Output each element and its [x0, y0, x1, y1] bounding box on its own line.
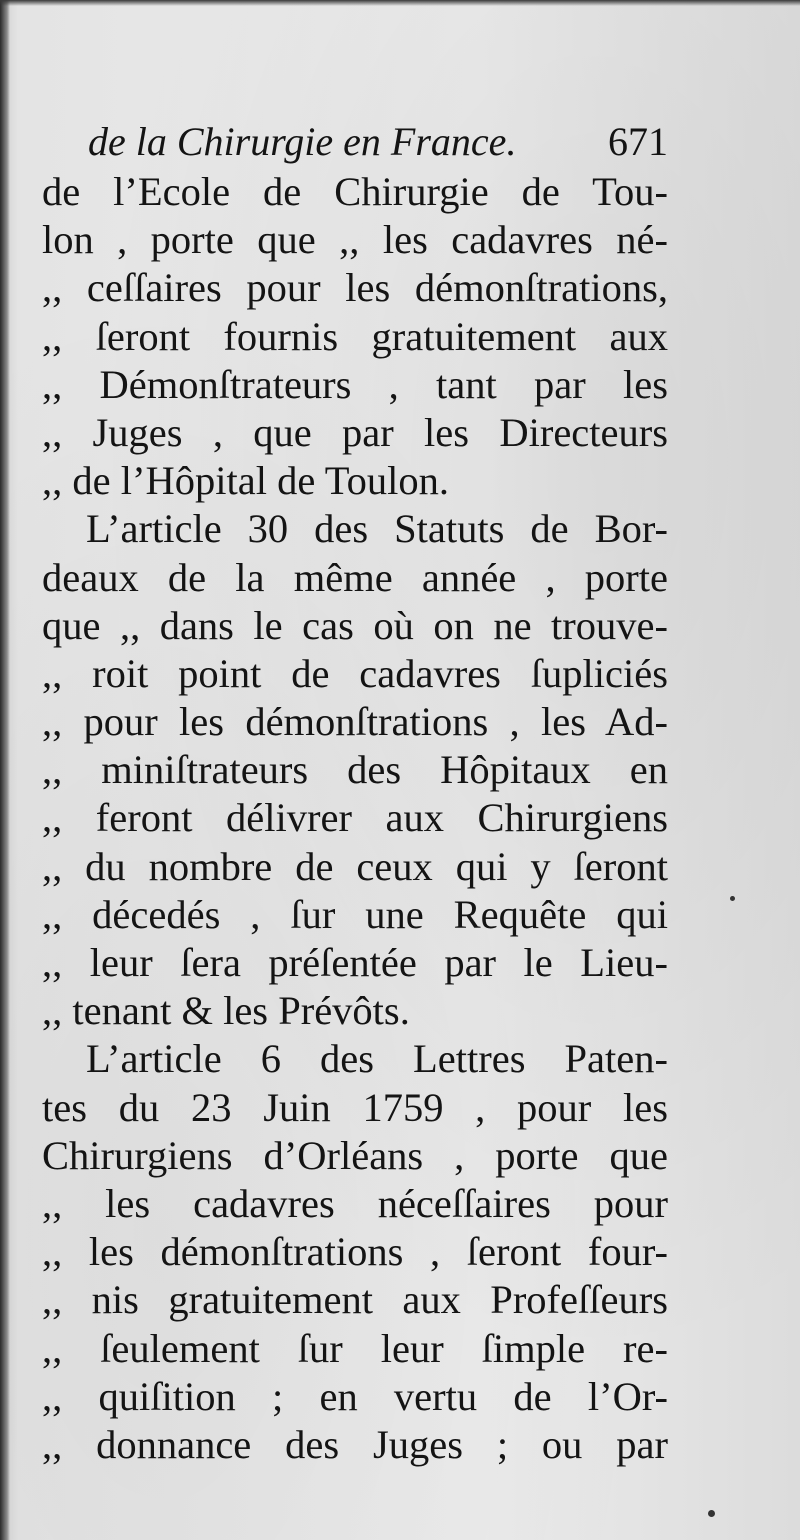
text-line: ,, feront délivrer aux Chirurgiens [42, 795, 668, 841]
text-line: ,, les démonſtrations , ſeront four- [42, 1229, 668, 1275]
text-line: L’article 6 des Lettres Paten- [86, 1036, 668, 1082]
text-line: ,, de l’Hôpital de Toulon. [42, 458, 449, 504]
text-line: ,, ſeulement ſur leur ſimple re- [42, 1325, 668, 1371]
text-line: tes du 23 Juin 1759 , pour les [42, 1084, 668, 1130]
body-text [42, 168, 668, 1469]
text-line: ,, tenant & les Prévôts. [42, 988, 410, 1034]
text-line: L’article 30 des Statuts de Bor- [86, 506, 668, 552]
text-line: deaux de la même année , porte [42, 554, 668, 600]
page-header [88, 118, 668, 170]
page-top-edge-shadow [0, 0, 800, 6]
ink-speck [708, 1510, 715, 1517]
text-line: ,, nis gratuitement aux Profeſſeurs [42, 1277, 668, 1323]
text-line: lon , porte que ,, les cadavres né- [42, 217, 668, 263]
text-line: ,, Démonſtrateurs , tant par les [42, 361, 668, 407]
running-title: de la Chirurgie en France. [88, 119, 517, 164]
text-line: ,, Juges , que par les Directeurs [42, 409, 668, 455]
text-line: ,, ceſſaires pour les démonſtrations, [42, 265, 668, 311]
text-line: ,, miniſtrateurs des Hôpitaux en [42, 747, 668, 793]
binding-gutter-shadow [0, 0, 10, 1540]
text-line: ,, roit point de cadavres ſupliciés [42, 650, 668, 696]
text-line: que ,, dans le cas où on ne trouve- [42, 602, 668, 648]
text-line: ,, décedés , ſur une Requête qui [42, 891, 668, 937]
text-line: ,, quiſition ; en vertu de l’Or- [42, 1373, 668, 1419]
text-line: de l’Ecole de Chirurgie de Tou- [42, 169, 668, 214]
text-line: ,, les cadavres néceſſaires pour [42, 1180, 668, 1226]
text-line: ,, pour les démonſtrations , les Ad- [42, 699, 668, 745]
text-line: Chirurgiens d’Orléans , porte que [42, 1132, 668, 1178]
text-line: ,, donnance des Juges ; ou par [42, 1421, 668, 1467]
text-line: ,, du nombre de ceux qui y ſeront [42, 843, 668, 889]
ink-speck [730, 896, 735, 901]
text-line: ,, leur ſera préſentée par le Lieu- [42, 940, 668, 985]
page-number: 671 [608, 119, 668, 164]
text-line: ,, ſeront fournis gratuitement aux [42, 313, 668, 359]
